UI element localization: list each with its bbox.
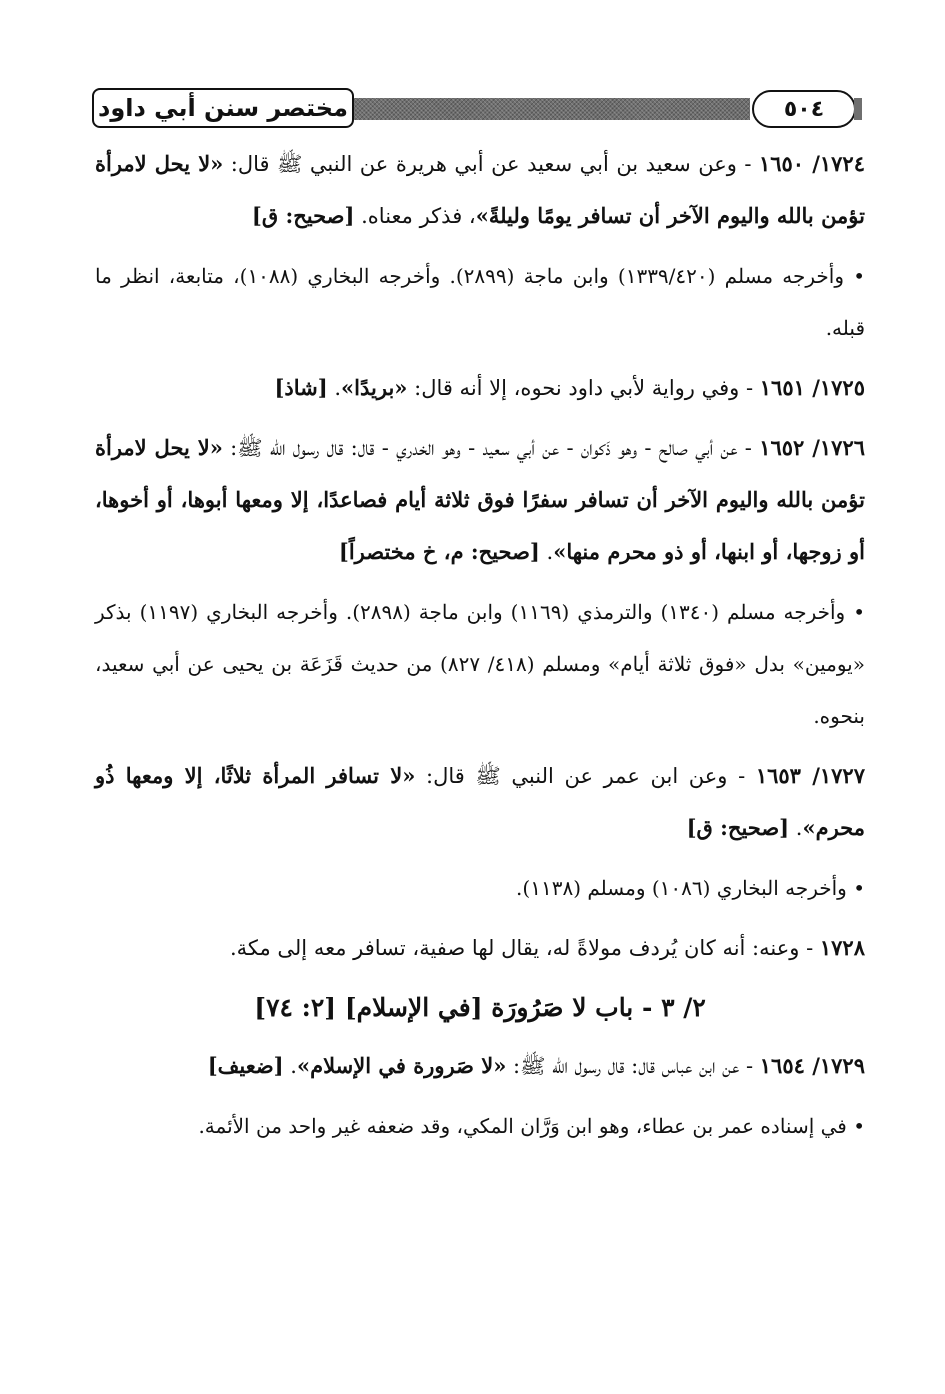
hadith-intro: - عن أبي صالح - وهو ذَكوان - عن أبي سعيد - وهو الخدري - قال: قال رسول الله ﷺ:	[222, 436, 752, 460]
hadith-after: .	[789, 816, 803, 840]
hadith-number: ١٧٢٤/ ١٦٥٠	[758, 151, 865, 176]
book-title: مختصر سنن أبي داود	[92, 88, 354, 128]
hadith-entry	[95, 1040, 865, 1092]
chapter-heading: ٢/ ٣ - باب لا صَرُورَة [في الإسلام] [٢: ٧٤]	[254, 993, 706, 1022]
hadith-grade: [صحيح: ق]	[251, 203, 355, 228]
hadith-after: .	[327, 376, 342, 400]
hadith-grade: [شاذ]	[274, 375, 328, 400]
takhrij-note: • وأخرجه مسلم (١٣٤٠) والترمذي (١١٦٩) وابن ماجة (٢٨٩٨). وأخرجه البخاري (١١٩٧) بذكر «يومين» بدل «فوق ثلاثة أيام» ومسلم (٤١٨/ ٨٢٧) من حديث قَزَعَة بن يحيى عن أبي سعيد، بنحوه.	[95, 600, 866, 728]
hadith-text: «لا يحل لامرأة تؤمن بالله واليوم الآخر أن تسافر يومًا وليلةً»	[95, 151, 865, 228]
hadith-number: ١٧٢٧/ ١٦٥٣	[755, 763, 865, 788]
hadith-text: «بريدًا»	[341, 375, 408, 400]
hadith-after: .	[539, 540, 554, 564]
hadith-intro: - وعن ابن عمر عن النبي ﷺ قال:	[415, 764, 746, 788]
hadith-text: «لا صَرورة في الإسلام»	[296, 1053, 507, 1078]
hadith-after: .	[283, 1054, 297, 1078]
hadith-grade: [صحيح: ق]	[686, 815, 790, 840]
page-header	[92, 86, 862, 132]
hadith-intro: - وعن سعيد بن أبي سعيد عن أبي هريرة عن النبي ﷺ قال:	[223, 152, 752, 176]
header-decorative-bar	[354, 98, 750, 120]
hadith-entry	[95, 138, 865, 242]
hadith-intro: - وفي رواية لأبي داود نحوه، إلا أنه قال:	[407, 376, 754, 400]
hadith-intro: - عن ابن عباس قال: قال رسول الله ﷺ:	[506, 1054, 754, 1078]
hadith-grade: [ضعيف]	[207, 1053, 284, 1078]
hadith-number: ١٧٢٩/ ١٦٥٤	[759, 1053, 865, 1078]
hadith-entry	[95, 750, 865, 854]
takhrij-note: • وأخرجه مسلم (١٣٣٩/٤٢٠) وابن ماجة (٢٨٩٩). وأخرجه البخاري (١٠٨٨)، متابعة، انظر ما قبله.	[95, 264, 865, 340]
hadith-text: «لا يحل لامرأة تؤمن بالله واليوم الآخر أن تسافر سفرًا فوق ثلاثة أيام فصاعدًا، إلا ومعها أبوها، أو أخوها، أو زوجها، أو ابنها، أو ذو محرم منها»	[95, 435, 865, 564]
takhrij-note: • في إسناده عمر بن عطاء، وهو ابن وَرَّان المكي، وقد ضعفه غير واحد من الأئمة.	[198, 1114, 865, 1138]
takhrij-note: • وأخرجه البخاري (١٠٨٦) ومسلم (١١٣٨).	[516, 876, 865, 900]
hadith-entry	[95, 922, 865, 974]
hadith-entry	[95, 422, 865, 578]
page-body	[95, 138, 865, 1160]
hadith-number: ١٧٢٥/ ١٦٥١	[759, 375, 865, 400]
hadith-intro: - وعنه: أنه كان يُردف مولاةً له، يقال لها صفية، تسافر معه إلى مكة.	[229, 936, 814, 960]
hadith-number: ١٧٢٦/ ١٦٥٢	[759, 435, 866, 460]
hadith-after: ، فذكر معناه.	[354, 204, 476, 228]
hadith-grade: [صحيح: م، خ مختصراً]	[338, 539, 540, 564]
page-number: ٥٠٤	[752, 90, 856, 128]
hadith-entry	[95, 362, 865, 414]
hadith-number: ١٧٢٨	[819, 935, 865, 960]
header-decorative-tail	[854, 98, 862, 120]
hadith-text: «لا تسافر المرأة ثلاثًا، إلا ومعها ذُو محرم»	[95, 763, 865, 840]
